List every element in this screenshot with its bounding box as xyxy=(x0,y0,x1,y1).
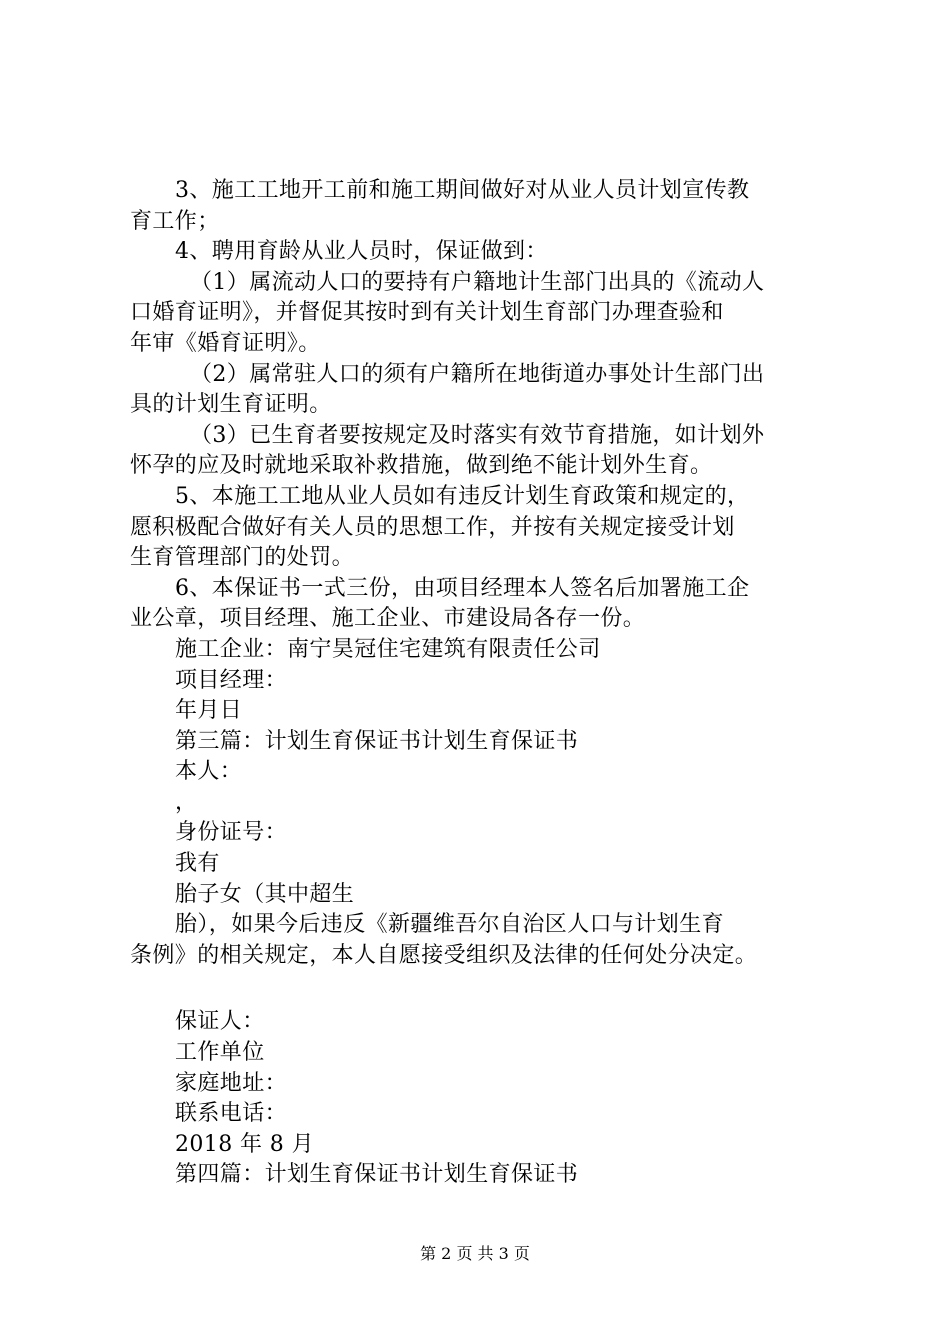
paragraph-line: 年审《婚育证明》。 xyxy=(130,330,321,356)
paragraph-line: 5、本施工工地从业人员如有违反计划生育政策和规定的， xyxy=(175,483,750,509)
paragraph-line: 愿积极配合做好有关人员的思想工作，并按有关规定接受计划 xyxy=(130,514,735,540)
document-body xyxy=(130,176,835,1191)
paragraph-line: 6、本保证书一式三份，由项目经理本人签名后加署施工企 xyxy=(175,575,750,601)
address-line: 家庭地址： xyxy=(175,1070,288,1096)
page-number: 第 2 页 共 3 页 xyxy=(420,1244,530,1263)
paragraph-line: 我有 xyxy=(175,851,220,877)
guarantor-line: 保证人： xyxy=(175,1009,265,1035)
workplace-line: 工作单位 xyxy=(175,1040,265,1066)
paragraph-line: 本人： xyxy=(175,759,243,785)
paragraph-line: （2）属常驻人口的须有户籍所在地街道办事处计生部门出 xyxy=(190,361,765,387)
section-title: 第四篇：计划生育保证书计划生育保证书 xyxy=(175,1162,579,1188)
manager-line: 项目经理： xyxy=(175,667,288,693)
paragraph-line: 具的计划生育证明。 xyxy=(130,392,332,418)
paragraph-line: 生育管理部门的处罚。 xyxy=(130,545,355,571)
spacer xyxy=(130,971,835,1007)
paragraph-line: 条例》的相关规定，本人自愿接受组织及法律的任何处分决定。 xyxy=(130,942,758,968)
date-line: 2018 年 8 月 xyxy=(175,1131,314,1157)
paragraph-line: 业公章，项目经理、施工企业、市建设局各存一份。 xyxy=(130,606,646,632)
paragraph-line: ， xyxy=(175,789,198,815)
paragraph-line: （3）已生育者要按规定及时落实有效节育措施，如计划外 xyxy=(190,422,765,448)
paragraph-line: 3、施工工地开工前和施工期间做好对从业人员计划宣传教 xyxy=(175,178,750,203)
paragraph-line: 口婚育证明》，并督促其按时到有关计划生育部门办理查验和 xyxy=(130,300,724,326)
date-line: 年月日 xyxy=(175,698,243,724)
paragraph-line: 胎），如果今后违反《新疆维吾尔自治区人口与计划生育 xyxy=(175,912,725,938)
paragraph-line: 胎子女（其中超生 xyxy=(175,881,355,907)
paragraph-line: 怀孕的应及时就地采取补救措施，做到绝不能计划外生育。 xyxy=(130,453,713,479)
company-line: 施工企业：南宁昊冠住宅建筑有限责任公司 xyxy=(175,636,601,662)
paragraph-line: 育工作； xyxy=(130,208,220,234)
phone-line: 联系电话： xyxy=(175,1101,288,1127)
paragraph-line: 4、聘用育龄从业人员时，保证做到： xyxy=(175,239,548,265)
paragraph-line: （1）属流动人口的要持有户籍地计生部门出具的《流动人 xyxy=(190,269,765,295)
id-number-line: 身份证号： xyxy=(175,820,288,846)
section-title: 第三篇：计划生育保证书计划生育保证书 xyxy=(175,728,579,754)
